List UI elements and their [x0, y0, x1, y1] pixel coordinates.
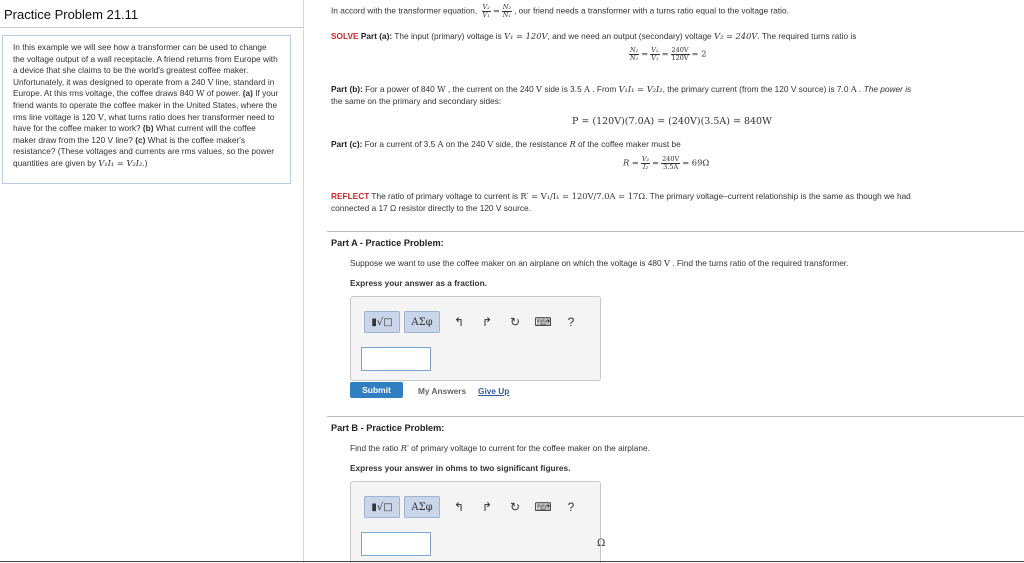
- reset-icon[interactable]: ↻: [509, 315, 521, 329]
- part-a-title: Part A - Practice Problem:: [331, 238, 444, 248]
- title-divider: [0, 27, 303, 28]
- greek-symbols-button[interactable]: ΑΣφ: [404, 496, 440, 518]
- give-up-link[interactable]: Give Up: [478, 386, 510, 396]
- my-answers-link[interactable]: My Answers: [418, 386, 467, 396]
- undo-icon[interactable]: ↰: [453, 500, 465, 514]
- solution-part-b: Part (b): For a power of 840 W , the current on the 240 V side is 3.5 A . From V₁I₁ = V₂I₂, the primary current (from the 120 V source) is 7.0 A . The power is: [331, 84, 912, 94]
- problem-sidebar: [0, 0, 303, 563]
- power-equation: P = (120V)(7.0A) = (240V)(3.5A) = 840W: [572, 116, 772, 127]
- undo-icon[interactable]: ↰: [453, 315, 465, 329]
- intro-line: In accord with the transformer equation, $\frac{\text{V₂}}{\text{V₁}}$ = $\frac{\text{N₂}}{\text{N₁}}$ , our friend needs a transformer with a turns ratio equal to the voltage ratio.: [331, 3, 789, 19]
- redo-icon[interactable]: ↱: [481, 500, 493, 514]
- keyboard-icon[interactable]: ⌨: [534, 500, 552, 514]
- fraction-n: $\frac{\text{N₂}}{\text{N₁}}$: [502, 3, 512, 19]
- templates-button[interactable]: [364, 311, 400, 333]
- reflect-line2: connected a 17 Ω resistor directly to the 120 V source.: [331, 203, 531, 213]
- solution-part-c: Part (c): For a current of 3.5 A on the 240 V side, the resistance R of the coffee maker must be: [331, 139, 681, 149]
- column-divider: [303, 0, 304, 563]
- part-b-question: Find the ratio R′ of primary voltage to current for the coffee maker on the airplane.: [350, 443, 650, 453]
- fraction-v: $\frac{\text{V₂}}{\text{V₁}}$: [482, 3, 490, 19]
- reset-icon[interactable]: ↻: [509, 500, 521, 514]
- part-a-answer-panel: [350, 296, 601, 381]
- unit-ohm: Ω: [597, 538, 606, 549]
- help-icon[interactable]: ?: [567, 500, 575, 514]
- bottom-border: [0, 561, 1024, 562]
- section-divider: [327, 416, 1024, 417]
- problem-statement: In this example we will see how a transformer can be used to change the voltage output of a wall receptacle. A friend returns from Europe with a device that she claims to be the world's greatest coffee maker. Unfortunately, it was designed to operate from a 240 V line, standard in Europe. At this rms voltage, the coffee draws 840 W of power. (a) If your friend wants to operate the coffee maker in the United States, where the rms line voltage is 120 V, what turns ratio does her transformer need to have for the coffee maker to work? (b) What current will the coffee maker draw from the 120 V line? (c) What is the coffee maker's resistance? (These voltages and currents are rms values, so the power quantities are given by V₁I₁ = V₂I₂.): [2, 35, 291, 184]
- submit-button[interactable]: Submit: [350, 382, 403, 398]
- part-b-instructions: Express your answer in ohms to two significant figures.: [350, 463, 571, 473]
- part-a-instructions: Express your answer as a fraction.: [350, 278, 487, 288]
- part-b-answer-input[interactable]: [361, 532, 431, 556]
- reflect-line: REFLECT The ratio of primary voltage to current is R′ = V₁/I₁ = 120V/7.0A = 17Ω. The primary voltage–current relationship is the same as though we had: [331, 191, 911, 201]
- solution-panel: [305, 0, 1024, 563]
- part-b-title: Part B - Practice Problem:: [331, 423, 445, 433]
- greek-symbols-button[interactable]: ΑΣφ: [404, 311, 440, 333]
- fraction-sqrt-icon: ▮√□: [371, 501, 393, 513]
- part-b-answer-panel: [350, 481, 606, 563]
- page-title: Practice Problem 21.11: [4, 7, 139, 22]
- fraction-sqrt-icon: ▮√□: [371, 316, 393, 328]
- section-divider: [327, 231, 1024, 232]
- resistance-equation: R = $\frac{\text{V₂}}{\text{I₂}}$ = $\frac{240V}{3.5A}$ = 69Ω: [623, 155, 710, 171]
- templates-button[interactable]: [364, 496, 400, 518]
- redo-icon[interactable]: ↱: [481, 315, 493, 329]
- solution-part-b-line2: the same on the primary and secondary sides:: [331, 96, 502, 106]
- part-a-answer-input[interactable]: [361, 347, 431, 371]
- keyboard-icon[interactable]: ⌨: [534, 315, 552, 329]
- part-a-question: Suppose we want to use the coffee maker on an airplane on which the voltage is 480 V . Find the turns ratio of the required transformer.: [350, 258, 849, 268]
- help-icon[interactable]: ?: [567, 315, 575, 329]
- turns-ratio-equation: $\frac{\text{N₂}}{\text{N₁}}$ = $\frac{\text{V₂}}{\text{V₁}}$ = $\frac{240V}{120V}$ = 2: [630, 46, 707, 62]
- solve-part-a: SOLVE Part (a): The input (primary) voltage is V₁ = 120V, and we need an output (secondary) voltage V₂ = 240V. The required turns ratio is: [331, 31, 857, 41]
